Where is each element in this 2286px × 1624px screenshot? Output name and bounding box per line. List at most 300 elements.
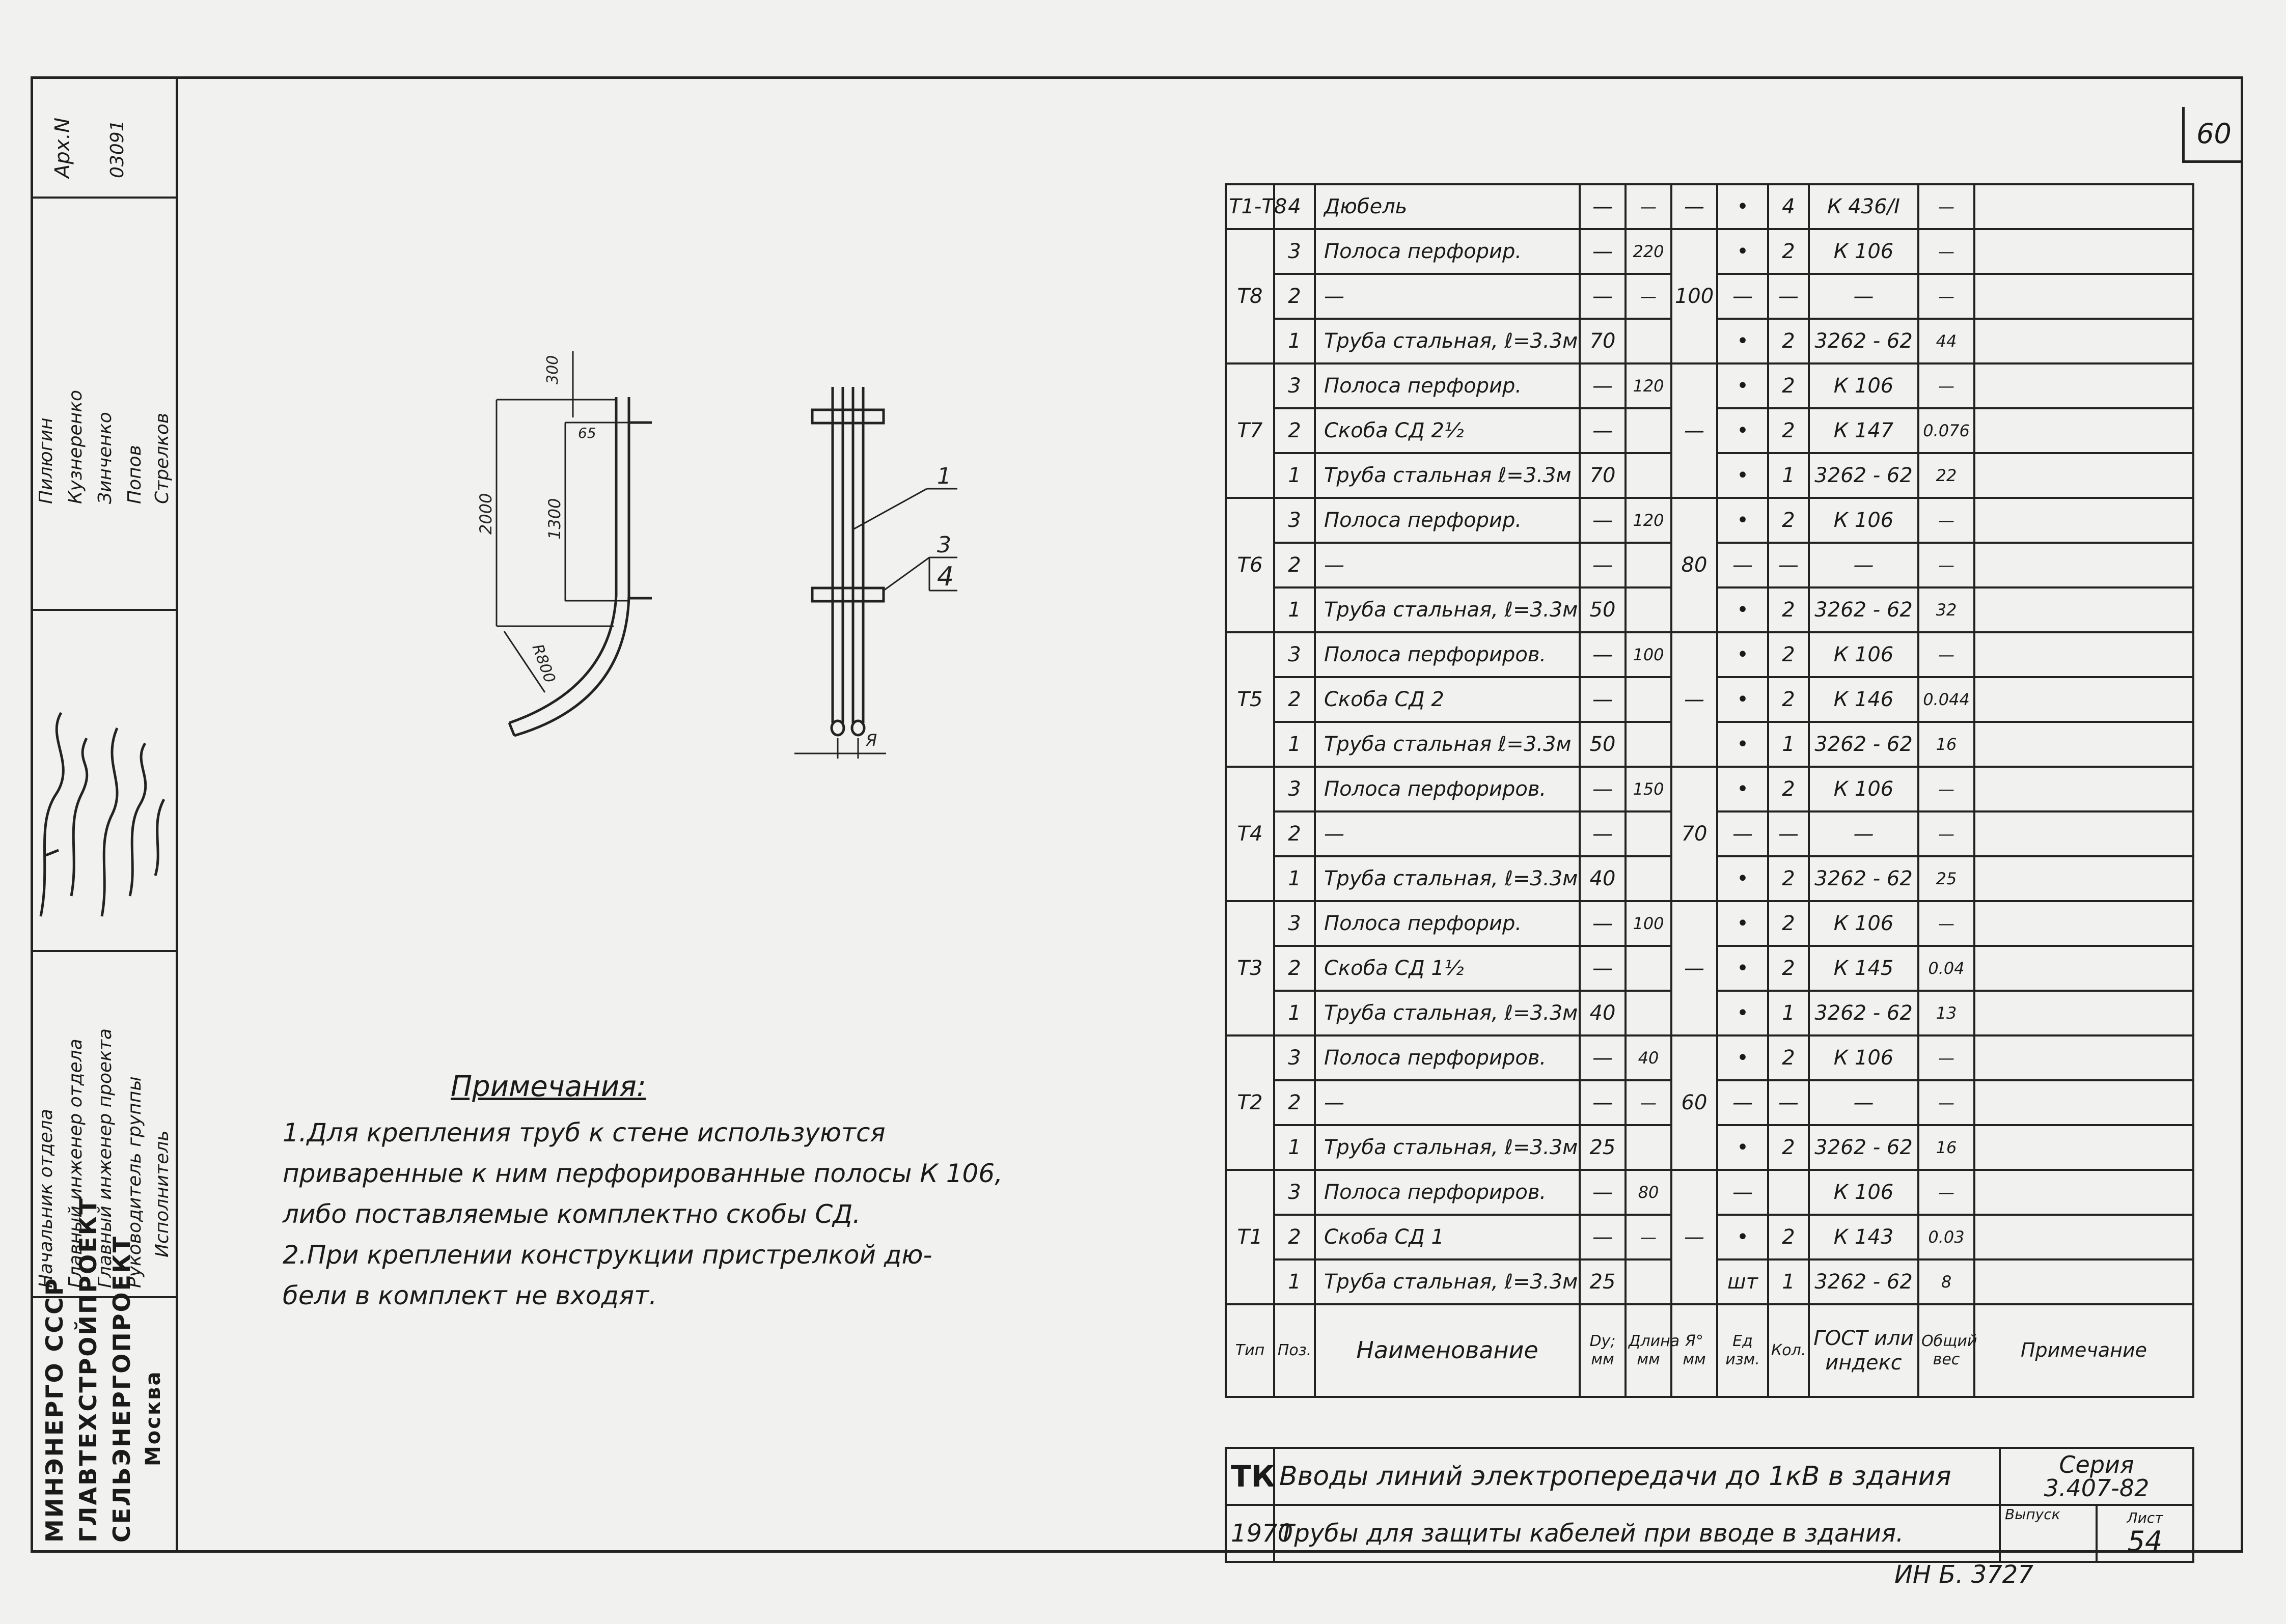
staff-role-3: Главный инженер проекта — [95, 1028, 116, 1288]
note-cell — [1974, 587, 2193, 632]
weight-cell: 16 — [1918, 722, 1974, 767]
gost-cell: 3262 - 62 — [1809, 1259, 1918, 1304]
length-cell: 120 — [1626, 363, 1671, 408]
length-cell — [1626, 1125, 1671, 1170]
qty-cell: 2 — [1768, 1035, 1809, 1080]
qty-cell: 2 — [1768, 319, 1809, 363]
unit-cell: — — [1717, 1080, 1768, 1125]
sheet-label: Лист — [2127, 1509, 2163, 1526]
dy-cell: — — [1580, 229, 1626, 274]
weight-cell: 16 — [1918, 1125, 1974, 1170]
note-cell — [1974, 901, 2193, 946]
length-cell: 100 — [1626, 632, 1671, 677]
dy-cell: 25 — [1580, 1259, 1626, 1304]
header-spacing: Я° мм — [1671, 1304, 1717, 1397]
note-line-4: 2.При креплении конструкции пристрелкой дю- — [283, 1240, 932, 1270]
qty-cell: 2 — [1768, 587, 1809, 632]
table-row — [1226, 184, 2193, 229]
dy-cell: — — [1580, 498, 1626, 543]
gost-cell: К 143 — [1809, 1215, 1918, 1259]
pos-cell: 1 — [1274, 1259, 1315, 1304]
length-cell: 120 — [1626, 498, 1671, 543]
pos-cell: 2 — [1274, 543, 1315, 587]
unit-cell: • — [1717, 184, 1768, 229]
weight-cell: 0.03 — [1918, 1215, 1974, 1259]
staff-name-1: Пилюгин — [36, 417, 57, 504]
gost-cell: К 106 — [1809, 1035, 1918, 1080]
note-cell — [1974, 453, 2193, 498]
gost-cell: 3262 - 62 — [1809, 856, 1918, 901]
pos-cell: 1 — [1274, 587, 1315, 632]
dim-r800: R800 — [528, 641, 559, 686]
spacing-cell: 80 — [1671, 498, 1717, 632]
length-cell — [1626, 946, 1671, 991]
name-cell: Труба стальная, ℓ=3.3м — [1315, 319, 1580, 363]
qty-cell: — — [1768, 543, 1809, 587]
gost-cell: 3262 - 62 — [1809, 1125, 1918, 1170]
notes-block — [283, 1067, 1159, 1316]
org-city: Москва — [142, 1370, 165, 1466]
title-line-1: Вводы линий электропередачи до 1кВ в здания — [1274, 1448, 2000, 1505]
weight-cell: — — [1918, 1170, 1974, 1215]
type-cell: Т1-Т8 — [1226, 184, 1274, 229]
qty-cell: 4 — [1768, 184, 1809, 229]
name-cell: Труба стальная, ℓ=3.3м — [1315, 1259, 1580, 1304]
unit-cell: • — [1717, 498, 1768, 543]
dy-cell: 50 — [1580, 587, 1626, 632]
qty-cell: 1 — [1768, 453, 1809, 498]
table-header-row — [1226, 1304, 2193, 1397]
length-cell: 220 — [1626, 229, 1671, 274]
length-cell — [1626, 856, 1671, 901]
qty-cell — [1768, 1170, 1809, 1215]
dy-cell: — — [1580, 1080, 1626, 1125]
table-row — [1226, 632, 2193, 677]
staff-role-4: Руководитель группы — [124, 1076, 145, 1288]
dy-cell: 40 — [1580, 991, 1626, 1035]
pos-cell: 1 — [1274, 1125, 1315, 1170]
org-glavtech: ГЛАВТЕХСТРОЙПРОЕКТ — [74, 1197, 102, 1543]
weight-cell: — — [1918, 632, 1974, 677]
dy-cell: — — [1580, 1215, 1626, 1259]
note-cell — [1974, 946, 2193, 991]
leader-label-4: 4 — [937, 562, 954, 592]
type-cell: Т5 — [1226, 632, 1274, 767]
header-gost: ГОСТ или индекс — [1809, 1304, 1918, 1397]
unit-cell: • — [1717, 946, 1768, 991]
header-pos: Поз. — [1274, 1304, 1315, 1397]
spacing-cell: — — [1671, 363, 1717, 498]
dy-cell: — — [1580, 274, 1626, 319]
pos-cell: 3 — [1274, 767, 1315, 811]
header-note: Примечание — [1974, 1304, 2193, 1397]
type-cell: Т6 — [1226, 498, 1274, 632]
binding-strip — [31, 76, 178, 1553]
qty-cell: 2 — [1768, 363, 1809, 408]
name-cell: — — [1315, 1080, 1580, 1125]
leader-label-1: 1 — [937, 463, 951, 489]
gost-cell: К 106 — [1809, 1170, 1918, 1215]
note-cell — [1974, 1259, 2193, 1304]
dy-cell: 50 — [1580, 722, 1626, 767]
length-cell — [1626, 408, 1671, 453]
length-cell: — — [1626, 184, 1671, 229]
name-cell: Полоса перфориров. — [1315, 1035, 1580, 1080]
qty-cell: 2 — [1768, 229, 1809, 274]
length-cell — [1626, 543, 1671, 587]
name-cell: Полоса перфорир. — [1315, 498, 1580, 543]
note-cell — [1974, 543, 2193, 587]
unit-cell: • — [1717, 408, 1768, 453]
note-cell — [1974, 677, 2193, 722]
dy-cell: — — [1580, 632, 1626, 677]
length-cell — [1626, 1259, 1671, 1304]
length-cell: 150 — [1626, 767, 1671, 811]
unit-cell: • — [1717, 856, 1768, 901]
header-unit: Ед изм. — [1717, 1304, 1768, 1397]
gost-cell: К 146 — [1809, 677, 1918, 722]
dim-65: 65 — [578, 425, 596, 441]
note-cell — [1974, 229, 2193, 274]
gost-cell: К 106 — [1809, 632, 1918, 677]
gost-cell: К 106 — [1809, 229, 1918, 274]
name-cell: Скоба СД 1½ — [1315, 946, 1580, 991]
issue-label: Выпуск — [2000, 1505, 2097, 1562]
dy-cell: — — [1580, 1170, 1626, 1215]
unit-cell: • — [1717, 722, 1768, 767]
unit-cell: • — [1717, 1215, 1768, 1259]
gost-cell: — — [1809, 274, 1918, 319]
pos-cell: 3 — [1274, 632, 1315, 677]
series-value: 3.407-82 — [2044, 1474, 2150, 1502]
signatures-block — [31, 611, 176, 952]
pos-cell: 3 — [1274, 1170, 1315, 1215]
weight-cell: 32 — [1918, 587, 1974, 632]
dy-cell: — — [1580, 1035, 1626, 1080]
name-cell: — — [1315, 811, 1580, 856]
unit-cell: • — [1717, 587, 1768, 632]
note-cell — [1974, 856, 2193, 901]
weight-cell: 13 — [1918, 991, 1974, 1035]
table-row — [1226, 498, 2193, 543]
note-cell — [1974, 184, 2193, 229]
weight-cell: 25 — [1918, 856, 1974, 901]
qty-cell: 2 — [1768, 856, 1809, 901]
weight-cell: 0.076 — [1918, 408, 1974, 453]
gost-cell: — — [1809, 543, 1918, 587]
name-cell: Труба стальная, ℓ=3.3м — [1315, 1125, 1580, 1170]
staff-role-1: Начальник отдела — [36, 1109, 57, 1288]
length-cell — [1626, 587, 1671, 632]
length-cell — [1626, 811, 1671, 856]
staff-role-2: Главный инженер отдела — [65, 1039, 86, 1288]
qty-cell: 2 — [1768, 946, 1809, 991]
note-cell — [1974, 363, 2193, 408]
gost-cell: 3262 - 62 — [1809, 319, 1918, 363]
name-cell: Труба стальная, ℓ=3.3м — [1315, 856, 1580, 901]
qty-cell: 2 — [1768, 901, 1809, 946]
title-code: ТК — [1226, 1448, 1274, 1505]
staff-roles-block — [31, 952, 176, 1298]
unit-cell: • — [1717, 991, 1768, 1035]
note-cell — [1974, 498, 2193, 543]
signatures-drawing — [31, 611, 176, 947]
name-cell: Скоба СД 1 — [1315, 1215, 1580, 1259]
weight-cell: — — [1918, 767, 1974, 811]
note-cell — [1974, 1125, 2193, 1170]
archive-cell — [31, 76, 176, 199]
note-cell — [1974, 1170, 2193, 1215]
length-cell: 40 — [1626, 1035, 1671, 1080]
length-cell: 80 — [1626, 1170, 1671, 1215]
gost-cell: К 106 — [1809, 901, 1918, 946]
pos-cell: 3 — [1274, 498, 1315, 543]
qty-cell: — — [1768, 274, 1809, 319]
leader-label-3: 3 — [937, 532, 951, 558]
note-cell — [1974, 408, 2193, 453]
pos-cell: 1 — [1274, 991, 1315, 1035]
note-line-1: 1.Для крепления труб к стене используются — [283, 1118, 886, 1147]
length-cell: — — [1626, 274, 1671, 319]
name-cell: Труба стальная ℓ=3.3м — [1315, 453, 1580, 498]
pipe-drawing — [448, 336, 1034, 784]
dim-2000: 2000 — [476, 493, 495, 535]
header-qty: Кол. — [1768, 1304, 1809, 1397]
header-dy: Dy; мм — [1580, 1304, 1626, 1397]
spacing-cell: 60 — [1671, 1035, 1717, 1170]
header-weight: Общий вес — [1918, 1304, 1974, 1397]
unit-cell: — — [1717, 543, 1768, 587]
name-cell: Полоса перфорир. — [1315, 901, 1580, 946]
type-cell: Т4 — [1226, 767, 1274, 901]
qty-cell: 1 — [1768, 722, 1809, 767]
note-line-5: бели в комплект не входят. — [283, 1281, 657, 1310]
unit-cell: • — [1717, 319, 1768, 363]
gost-cell: К 436/I — [1809, 184, 1918, 229]
pos-cell: 3 — [1274, 901, 1315, 946]
unit-cell: • — [1717, 677, 1768, 722]
table-row — [1226, 901, 2193, 946]
weight-cell: — — [1918, 229, 1974, 274]
unit-cell: • — [1717, 453, 1768, 498]
name-cell: Полоса перфорир. — [1315, 229, 1580, 274]
weight-cell: 0.044 — [1918, 677, 1974, 722]
length-cell — [1626, 722, 1671, 767]
name-cell: Труба стальная, ℓ=3.3м — [1315, 991, 1580, 1035]
unit-cell: • — [1717, 767, 1768, 811]
series-label: Серия — [2059, 1451, 2134, 1478]
signature-code: ИН Б. 3727 — [1894, 1560, 2033, 1589]
dy-cell: — — [1580, 408, 1626, 453]
dy-cell: — — [1580, 363, 1626, 408]
name-cell: Труба стальная ℓ=3.3м — [1315, 722, 1580, 767]
weight-cell: 44 — [1918, 319, 1974, 363]
pos-cell: 1 — [1274, 453, 1315, 498]
type-cell: Т7 — [1226, 363, 1274, 498]
gost-cell: 3262 - 62 — [1809, 587, 1918, 632]
note-cell — [1974, 767, 2193, 811]
spacing-cell: — — [1671, 184, 1717, 229]
archive-label: Арх.N — [51, 117, 74, 178]
gost-cell: — — [1809, 811, 1918, 856]
note-cell — [1974, 1215, 2193, 1259]
name-cell: — — [1315, 543, 1580, 587]
length-cell: — — [1626, 1215, 1671, 1259]
unit-cell: — — [1717, 1170, 1768, 1215]
title-block — [1225, 1447, 2194, 1563]
dy-cell: — — [1580, 184, 1626, 229]
unit-cell: шт — [1717, 1259, 1768, 1304]
specification-table — [1225, 183, 2194, 1398]
dy-cell: — — [1580, 901, 1626, 946]
note-cell — [1974, 632, 2193, 677]
weight-cell: — — [1918, 1035, 1974, 1080]
pos-cell: 2 — [1274, 677, 1315, 722]
note-cell — [1974, 274, 2193, 319]
weight-cell: — — [1918, 184, 1974, 229]
qty-cell: 1 — [1768, 991, 1809, 1035]
org-ministry: МИНЭНЕРГО СССР — [41, 1277, 68, 1543]
name-cell: Труба стальная, ℓ=3.3м — [1315, 587, 1580, 632]
note-cell — [1974, 1035, 2193, 1080]
note-line-3: либо поставляемые комплектно скобы СД. — [283, 1199, 861, 1229]
note-cell — [1974, 722, 2193, 767]
archive-number: 03091 — [107, 120, 128, 178]
table-row — [1226, 767, 2193, 811]
unit-cell: • — [1717, 229, 1768, 274]
dy-cell: 40 — [1580, 856, 1626, 901]
staff-name-2: Кузнеренко — [65, 390, 86, 504]
pos-cell: 3 — [1274, 229, 1315, 274]
spacing-cell: 70 — [1671, 767, 1717, 901]
gost-cell: — — [1809, 1080, 1918, 1125]
sheet-cell — [2097, 1505, 2193, 1562]
header-name: Наименование — [1315, 1304, 1580, 1397]
dy-cell: 25 — [1580, 1125, 1626, 1170]
pos-cell: 2 — [1274, 1215, 1315, 1259]
gost-cell: К 106 — [1809, 363, 1918, 408]
length-cell: — — [1626, 1080, 1671, 1125]
table-row — [1226, 229, 2193, 274]
dim-300: 300 — [544, 355, 562, 384]
gost-cell: К 145 — [1809, 946, 1918, 991]
length-cell — [1626, 453, 1671, 498]
note-cell — [1974, 1080, 2193, 1125]
type-cell: Т3 — [1226, 901, 1274, 1035]
qty-cell: 2 — [1768, 1125, 1809, 1170]
dy-cell: — — [1580, 543, 1626, 587]
unit-cell: — — [1717, 274, 1768, 319]
weight-cell: 22 — [1918, 453, 1974, 498]
dy-cell: — — [1580, 677, 1626, 722]
title-year: 1970 — [1226, 1505, 1274, 1562]
dy-cell: — — [1580, 767, 1626, 811]
pos-cell: 1 — [1274, 722, 1315, 767]
note-line-2: приваренные к ним перфорированные полосы К 106, — [283, 1159, 1003, 1188]
unit-cell: • — [1717, 632, 1768, 677]
name-cell: Полоса перфорир. — [1315, 363, 1580, 408]
dy-cell: — — [1580, 811, 1626, 856]
weight-cell: — — [1918, 498, 1974, 543]
dy-cell: 70 — [1580, 319, 1626, 363]
length-cell: 100 — [1626, 901, 1671, 946]
unit-cell: • — [1717, 901, 1768, 946]
unit-cell: • — [1717, 1035, 1768, 1080]
pos-cell: 2 — [1274, 1080, 1315, 1125]
pos-cell: 2 — [1274, 408, 1315, 453]
note-cell — [1974, 991, 2193, 1035]
staff-role-5: Исполнитель — [152, 1130, 173, 1257]
spacing-cell: — — [1671, 632, 1717, 767]
note-cell — [1974, 811, 2193, 856]
pos-cell: 3 — [1274, 363, 1315, 408]
title-line-2: Трубы для защиты кабелей при вводе в здания. — [1274, 1505, 2000, 1562]
pos-cell: 2 — [1274, 811, 1315, 856]
length-cell — [1626, 677, 1671, 722]
qty-cell: 2 — [1768, 767, 1809, 811]
weight-cell: — — [1918, 274, 1974, 319]
unit-cell: — — [1717, 811, 1768, 856]
type-cell: Т1 — [1226, 1170, 1274, 1304]
note-cell — [1974, 319, 2193, 363]
table-row — [1226, 1035, 2193, 1080]
gost-cell: 3262 - 62 — [1809, 722, 1918, 767]
gost-cell: К 147 — [1809, 408, 1918, 453]
weight-cell: — — [1918, 543, 1974, 587]
dy-cell: 70 — [1580, 453, 1626, 498]
name-cell: Скоба СД 2½ — [1315, 408, 1580, 453]
staff-name-3: Зинченко — [95, 412, 116, 504]
gost-cell: 3262 - 62 — [1809, 453, 1918, 498]
table-row — [1226, 1170, 2193, 1215]
name-cell: Дюбель — [1315, 184, 1580, 229]
spacing-cell: 100 — [1671, 229, 1717, 363]
dy-cell: — — [1580, 946, 1626, 991]
weight-cell: — — [1918, 363, 1974, 408]
name-cell: Скоба СД 2 — [1315, 677, 1580, 722]
pos-cell: 2 — [1274, 274, 1315, 319]
pos-cell: 1 — [1274, 856, 1315, 901]
name-cell: Полоса перфориров. — [1315, 632, 1580, 677]
spacing-cell: — — [1671, 901, 1717, 1035]
gost-cell: К 106 — [1809, 767, 1918, 811]
weight-cell: 0.04 — [1918, 946, 1974, 991]
name-cell: Полоса перфориров. — [1315, 767, 1580, 811]
weight-cell: — — [1918, 811, 1974, 856]
length-cell — [1626, 319, 1671, 363]
name-cell: — — [1315, 274, 1580, 319]
qty-cell: — — [1768, 1080, 1809, 1125]
pos-cell: 3 — [1274, 1035, 1315, 1080]
weight-cell: 8 — [1918, 1259, 1974, 1304]
header-type: Тип — [1226, 1304, 1274, 1397]
qty-cell: 2 — [1768, 408, 1809, 453]
qty-cell: 2 — [1768, 498, 1809, 543]
staff-names-block — [31, 199, 176, 611]
weight-cell: — — [1918, 901, 1974, 946]
length-cell — [1626, 991, 1671, 1035]
table-row — [1226, 363, 2193, 408]
qty-cell: 2 — [1768, 632, 1809, 677]
header-length: Длина мм — [1626, 1304, 1671, 1397]
gost-cell: К 106 — [1809, 498, 1918, 543]
series-cell — [2000, 1448, 2193, 1505]
name-cell: Полоса перфориров. — [1315, 1170, 1580, 1215]
gost-cell: 3262 - 62 — [1809, 991, 1918, 1035]
sheet-value: 54 — [2127, 1525, 2163, 1557]
qty-cell: 1 — [1768, 1259, 1809, 1304]
unit-cell: • — [1717, 363, 1768, 408]
